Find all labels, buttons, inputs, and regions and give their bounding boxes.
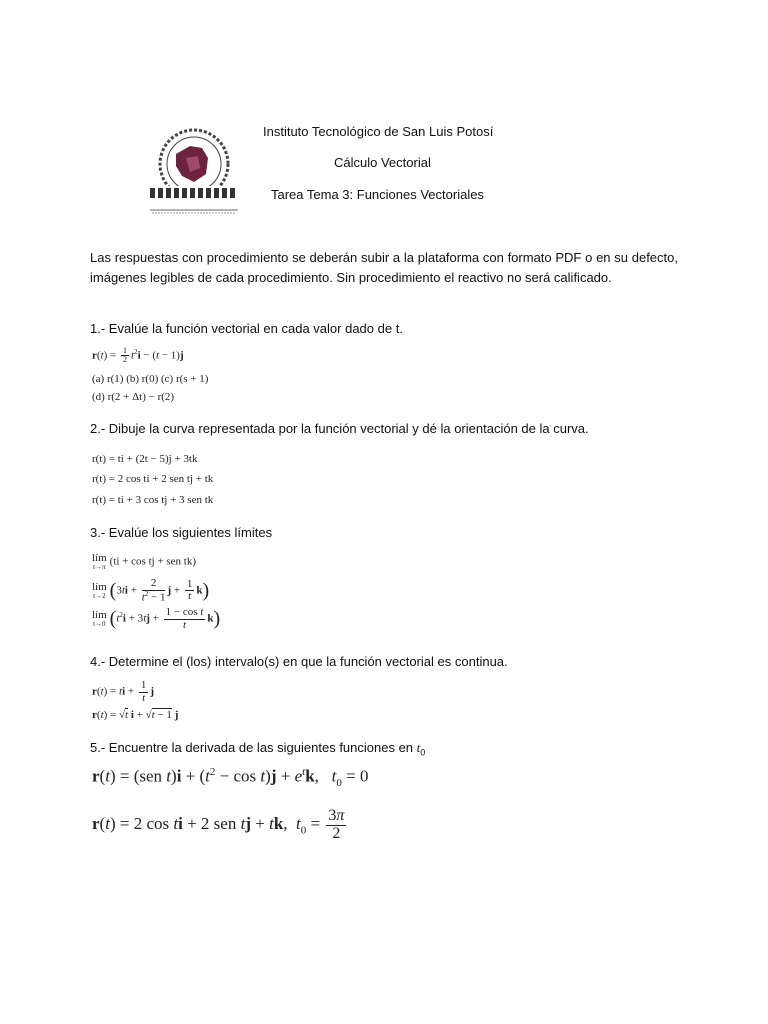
q5-function-1: r(t) = (sen $t)i + (t^2 - \cos t)j + e^tk$, $t_0 = 0$ [92, 766, 369, 790]
question-4: 4.- Determine el (los) intervalo(s) en que la función vectorial es continua. [90, 654, 508, 669]
q1-part-d: (d) r(2 + Δt) − r(2) [92, 391, 175, 403]
q1-function: r(t) = $\frac{1}{2}$ $t^2i - (t - 1)j$ [92, 346, 184, 365]
assignment-title: Tarea Tema 3: Funciones Vectoriales [271, 187, 484, 202]
institution-name: Instituto Tecnológico de San Luis Potosí [263, 124, 494, 139]
q5-function-2: r(t) = 2 cos ti + 2 sen tj + tk, $t_0$ = $\frac{3\pi}{2}$ [92, 807, 345, 842]
q3-limit-2: lím t→2 (3ti + $\frac{2}{t^2 - 1}$ j + $\frac{1}{t}$ k) [92, 577, 210, 604]
q3-limit-1: lím t→π (ti + cos tj + sen tk) [92, 552, 197, 571]
institute-logo-seal [146, 124, 242, 220]
q2-function-3: r(t) = ti + 3 cos tj + 3 sen tk [92, 494, 214, 506]
q3-limit-3: lím t→0 ($t^2i + 3tj$ + $\frac{\text{1 − cos t}}{t}$ k) [92, 606, 221, 631]
question-5: 5.- Encuentre la derivada de las siguientes funciones en $t_0$ [90, 740, 426, 758]
q1-parts-a-c: (a) r(1) (b) r(0) (c) r(s + 1) [92, 373, 209, 385]
question-1: 1.- Evalúe la función vectorial en cada valor dado de t. [90, 321, 403, 336]
q2-function-1: r(t) = ti + (2t − 5)j + 3tk [92, 453, 198, 465]
instructions-paragraph: Las respuestas con procedimiento se deberán subir a la plataforma con formato PDF o en su defecto, imágenes legibles de cada procedimiento. Sin procedimiento el reactivo no será calificado. [90, 250, 678, 285]
question-2: 2.- Dibuje la curva representada por la función vectorial y dé la orientación de la curva. [90, 421, 589, 436]
q4-function-2: r(t) = √t i + √t − 1 j [92, 709, 179, 721]
q4-function-1: r(t) = ti + $\frac{1}{t}$ j [92, 679, 155, 704]
q2-function-2: r(t) = 2 cos ti + 2 sen tj + tk [92, 473, 214, 485]
course-title: Cálculo Vectorial [334, 155, 431, 170]
question-3: 3.- Evalúe los siguientes límites [90, 525, 273, 540]
